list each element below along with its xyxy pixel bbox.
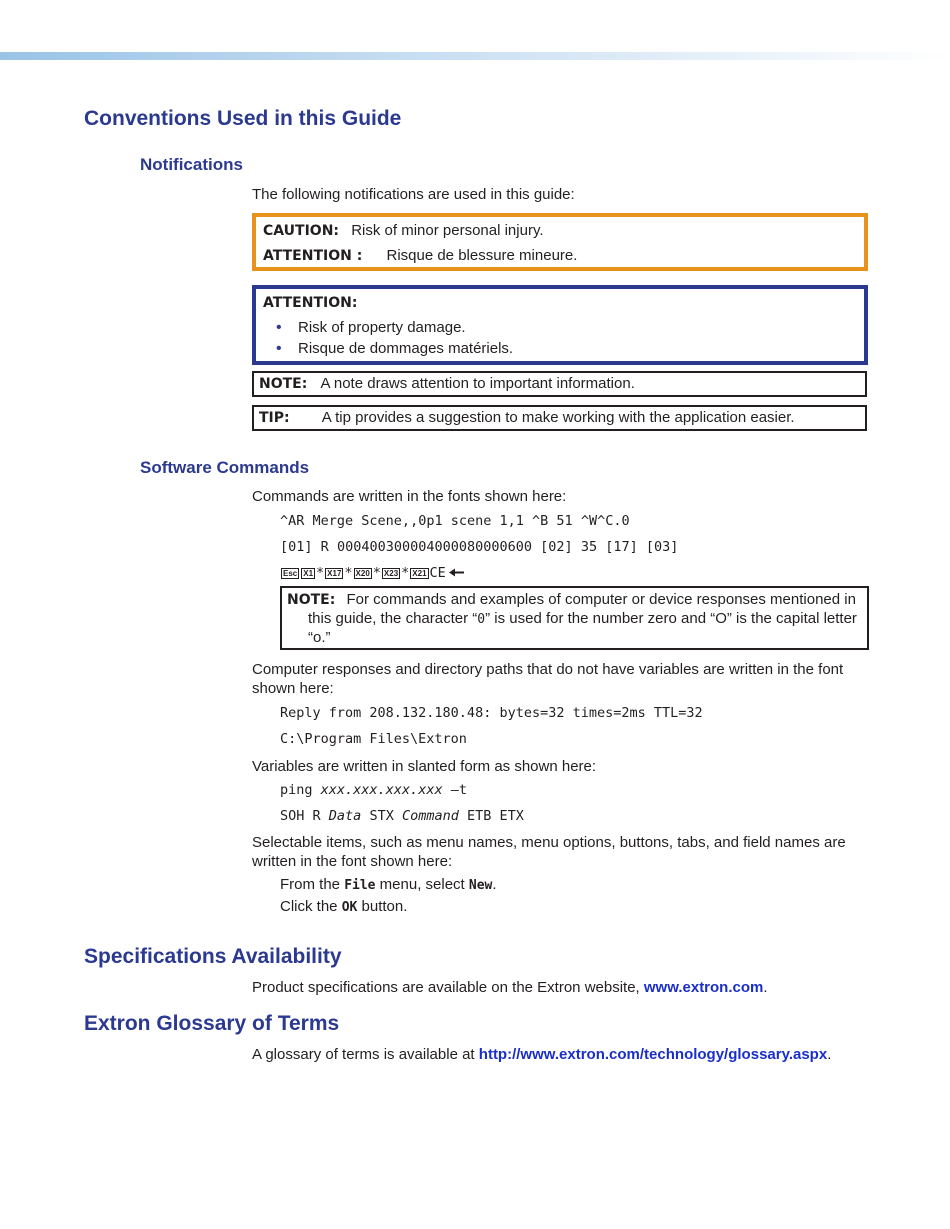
heading-conventions: Conventions Used in this Guide	[84, 107, 402, 130]
soh-example	[280, 808, 524, 824]
menu-new-name: New	[468, 878, 493, 893]
attention-fr-label: ATTENTION :	[263, 248, 363, 264]
soh-part: SOH R	[280, 808, 321, 824]
cmd2-part: 00800	[450, 539, 492, 555]
command-example-2	[280, 539, 678, 555]
attention-label: ATTENTION:	[263, 295, 358, 311]
commands-note-label: NOTE:	[287, 592, 336, 608]
command-example-3	[280, 565, 465, 581]
asterisk: *	[372, 565, 381, 581]
cmd2-part: 0004	[336, 539, 370, 555]
cmd2-part: 00600	[491, 539, 533, 555]
attention-box	[252, 285, 868, 365]
text: Click the	[280, 898, 338, 915]
cmd1-part: ^B	[532, 513, 549, 529]
asterisk: *	[344, 565, 353, 581]
selectable-intro: Selectable items, such as menu names, menu options, buttons, tabs, and field names are written in the font shown here:	[252, 834, 846, 870]
key-x20-icon: X20	[355, 569, 370, 578]
ping-example	[280, 782, 467, 798]
header-gradient-bar	[0, 52, 950, 60]
text: menu, select	[379, 876, 465, 893]
cmd3-tail: CE	[429, 565, 446, 581]
asterisk: *	[401, 565, 410, 581]
attention-list	[256, 317, 513, 359]
text: .	[827, 1046, 832, 1063]
key-esc-icon: Esc	[283, 569, 298, 578]
cmd1-part: ^W^C.0	[580, 513, 630, 529]
cmd2-part: 00400	[410, 539, 451, 555]
text: .	[492, 876, 497, 893]
text: A glossary of terms is available at	[252, 1046, 475, 1063]
heading-specifications: Specifications Availability	[84, 945, 342, 968]
note-text: A note draws attention to important information.	[320, 375, 635, 392]
soh-variable: Data	[328, 808, 362, 824]
list-item: • Risque de dommages matériels.	[256, 338, 513, 359]
menu-file-name: File	[344, 878, 376, 893]
ping-variable: xxx.xxx.xxx.xxx	[320, 782, 443, 798]
asterisk: *	[316, 565, 325, 581]
caution-text: Risk of minor personal injury.	[351, 222, 544, 239]
selectable-example-1	[280, 875, 860, 895]
reply-example: Reply from 208.132.180.48: bytes=32 times=2ms TTL=32	[280, 705, 703, 721]
list-item: • Risk of property damage.	[256, 317, 513, 338]
glossary-text	[252, 1045, 892, 1064]
return-arrow-icon	[448, 565, 465, 581]
text: From the	[280, 876, 341, 893]
tip-label: TIP:	[259, 410, 290, 426]
tip-text: A tip provides a suggestion to make working with the application easier.	[321, 409, 795, 426]
commands-note-text-a: For commands and examples of computer or device responses mentioned in this guide, the character “	[308, 591, 856, 627]
commands-note-zero: 0	[477, 611, 486, 627]
commands-intro: Commands are written in the fonts shown here:	[252, 488, 567, 505]
caution-label: CAUTION:	[263, 223, 340, 239]
cmd2-part: [03]	[645, 539, 679, 555]
heading-software-commands: Software Commands	[140, 458, 310, 477]
cmd1-part: ^AR	[280, 513, 305, 529]
soh-variable: Command	[401, 808, 459, 824]
ok-button-name: OK	[341, 900, 358, 915]
cmd2-part: R	[320, 539, 329, 555]
cmd2-part: 35	[580, 539, 598, 555]
path-example: C:\Program Files\Extron	[280, 731, 467, 747]
cmd2-part: 00300	[369, 539, 411, 555]
cmd1-part: 51	[556, 513, 573, 529]
caution-box	[252, 213, 868, 271]
note-label: NOTE:	[259, 376, 308, 392]
notifications-intro: The following notifications are used in this guide:	[252, 186, 575, 203]
extron-website-link[interactable]: www.extron.com	[643, 979, 764, 996]
commands-note-text-b: ” is used for the number zero and “O” is the capital letter “o.”	[308, 609, 857, 646]
tip-box	[252, 405, 867, 431]
cmd2-part: [01]	[280, 539, 313, 555]
soh-part: STX	[369, 808, 394, 824]
key-x21-icon: X21	[412, 569, 427, 578]
specifications-text	[252, 978, 862, 997]
cmd1-part: Merge Scene,,0p1 scene 1,1	[312, 513, 524, 529]
text: .	[763, 979, 768, 996]
key-x1-icon: X1	[303, 569, 314, 578]
attention-fr-text: Risque de blessure mineure.	[386, 247, 578, 264]
heading-glossary: Extron Glossary of Terms	[84, 1012, 340, 1035]
key-x23-icon: X23	[383, 569, 399, 578]
glossary-link[interactable]: http://www.extron.com/technology/glossary.aspx	[478, 1046, 828, 1063]
cmd2-part: [17]	[605, 539, 638, 555]
heading-notifications: Notifications	[140, 155, 243, 174]
soh-part: ETB ETX	[467, 808, 524, 824]
commands-note-box	[280, 586, 869, 650]
ping-flag: —t	[450, 782, 467, 798]
text: Product specifications are available on the Extron website,	[252, 979, 640, 996]
note-box	[252, 371, 867, 397]
variables-intro: Variables are written in slanted form as shown here:	[252, 758, 597, 775]
ping-cmd: ping	[280, 782, 313, 798]
cmd2-part: [02]	[540, 539, 573, 555]
text: button.	[361, 898, 408, 915]
responses-intro: Computer responses and directory paths that do not have variables are written in the font shown here:	[252, 661, 844, 697]
command-example-1	[280, 513, 630, 529]
selectable-example-2	[280, 897, 860, 917]
key-x17-icon: X17	[327, 569, 342, 578]
